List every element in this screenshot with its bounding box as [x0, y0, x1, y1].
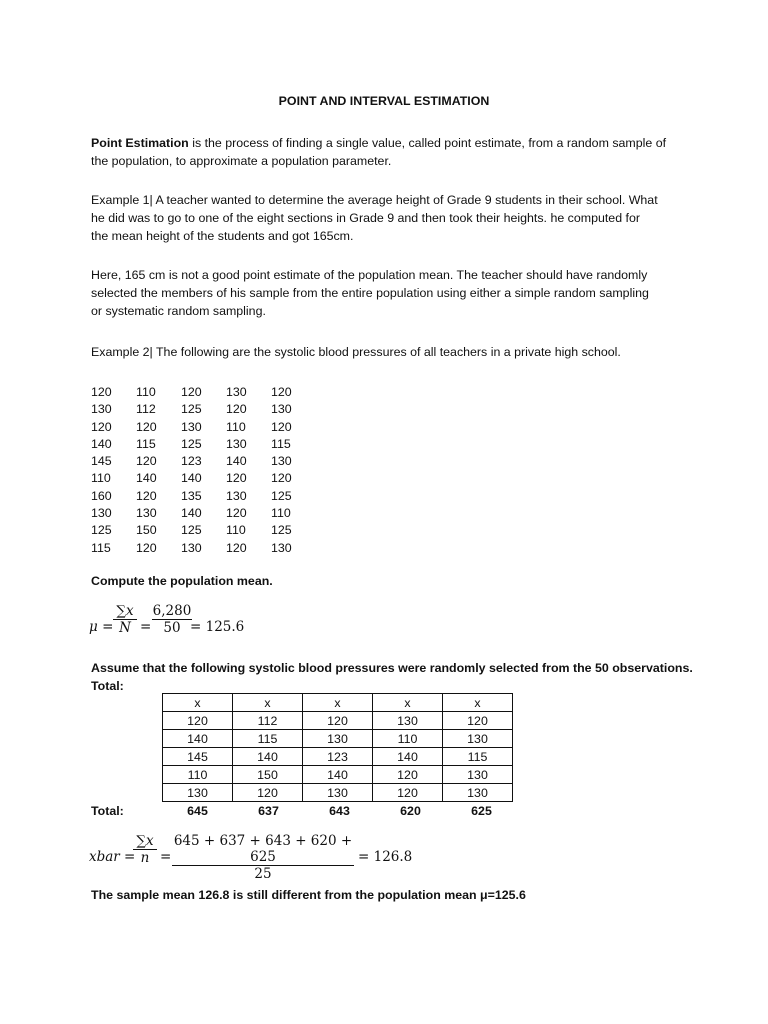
- sample-formula-result: = 126.8: [358, 849, 413, 865]
- population-row: [91, 505, 316, 522]
- population-value: 130: [181, 540, 202, 555]
- sample-table-cell: 130: [373, 712, 443, 730]
- sample-table-cell: 130: [163, 784, 233, 802]
- example-2-line-1: Example 2| The following are the systolic blood pressures of all teachers in a private high school.: [91, 345, 621, 359]
- population-row: [91, 540, 316, 557]
- population-value: 120: [271, 419, 292, 434]
- sample-table-cell: 110: [373, 730, 443, 748]
- population-value: 120: [271, 471, 292, 486]
- assume-line-1: Assume that the following systolic blood pressures were randomly selected from the 50 observations.: [91, 661, 693, 675]
- population-value: 135: [181, 488, 202, 503]
- sample-total-value: 643: [329, 804, 350, 818]
- population-value: 140: [91, 436, 112, 451]
- sample-formula-lhs: xbar =: [89, 849, 136, 865]
- population-value: 120: [91, 419, 112, 434]
- here-line-3: or systematic random sampling.: [91, 304, 266, 318]
- population-value: 145: [91, 454, 112, 469]
- sample-table-cell: 110: [163, 766, 233, 784]
- population-value: 110: [91, 471, 111, 486]
- sample-table-cell: 123: [303, 748, 373, 766]
- sample-table-cell: 140: [303, 766, 373, 784]
- population-row: [91, 419, 316, 436]
- pop-formula-den: N: [113, 619, 137, 636]
- population-value: 112: [136, 402, 156, 417]
- pop-formula-lhs: μ =: [89, 619, 114, 635]
- population-row: [91, 401, 316, 418]
- population-value: 130: [226, 436, 247, 451]
- sample-table-header: x: [163, 694, 233, 712]
- population-value: 130: [271, 454, 292, 469]
- point-estimation-term: Point Estimation: [91, 136, 189, 150]
- sample-table-header-row: [163, 694, 513, 712]
- population-value: 160: [91, 488, 112, 503]
- population-value: 125: [91, 523, 112, 538]
- population-value: 110: [226, 419, 246, 434]
- sample-formula-num2: 645 + 637 + 643 + 620 + 625: [173, 833, 353, 865]
- sample-table-cell: 145: [163, 748, 233, 766]
- sample-table-row: [163, 730, 513, 748]
- sample-table-cell: 130: [443, 766, 513, 784]
- sample-table-cell: 115: [443, 748, 513, 766]
- sample-table-cell: 150: [233, 766, 303, 784]
- sample-table-cell: 120: [163, 712, 233, 730]
- sample-table-cell: 140: [233, 748, 303, 766]
- sample-formula-eq: =: [160, 849, 172, 865]
- sample-table-row: [163, 784, 513, 802]
- population-value: 130: [91, 402, 112, 417]
- sample-table-cell: 112: [233, 712, 303, 730]
- population-value: 110: [136, 385, 156, 399]
- sample-table-cell: 120: [233, 784, 303, 802]
- here-paragraph: [91, 266, 691, 320]
- population-value: 120: [226, 402, 247, 417]
- population-value: 120: [136, 540, 157, 555]
- population-data-grid: [91, 384, 316, 557]
- population-value: 125: [271, 488, 292, 503]
- population-value: 125: [181, 436, 202, 451]
- population-value: 140: [136, 471, 157, 486]
- population-row: [91, 453, 316, 470]
- population-value: 123: [181, 454, 202, 469]
- sample-table-row: [163, 712, 513, 730]
- sample-table-cell: 140: [163, 730, 233, 748]
- population-value: 120: [91, 385, 112, 399]
- population-value: 120: [136, 419, 157, 434]
- sample-table: [162, 693, 513, 802]
- population-value: 120: [226, 471, 247, 486]
- population-value: 125: [181, 523, 202, 538]
- pop-formula-frac-2: [152, 603, 192, 636]
- intro-line-2: the population, to approximate a population parameter.: [91, 154, 392, 168]
- population-value: 130: [181, 419, 202, 434]
- population-value: 115: [271, 436, 291, 451]
- intro-line-1: [91, 134, 691, 152]
- population-row: [91, 470, 316, 487]
- sample-table-header: x: [303, 694, 373, 712]
- sample-table-cell: 120: [303, 712, 373, 730]
- here-line-2: selected the members of his sample from the entire population using either a simple random sampling: [91, 286, 649, 300]
- population-row: [91, 384, 316, 401]
- population-value: 130: [226, 488, 247, 503]
- sample-table-row: [163, 748, 513, 766]
- sample-total-value: 625: [471, 804, 492, 818]
- sample-table-cell: 130: [443, 784, 513, 802]
- population-value: 115: [136, 436, 156, 451]
- pop-formula-frac-1: [113, 603, 137, 636]
- pop-formula-result: = 125.6: [190, 619, 245, 635]
- sample-table-header: x: [233, 694, 303, 712]
- assume-line-2: Total:: [91, 679, 124, 693]
- sample-table-cell: 115: [233, 730, 303, 748]
- population-value: 140: [181, 506, 202, 521]
- sample-total-value: 620: [400, 804, 421, 818]
- sample-table-cell: 120: [373, 766, 443, 784]
- example-1-line-2: he did was to go to one of the eight sections in Grade 9 and then took their heights. he computed for: [91, 211, 640, 225]
- intro-paragraph: [91, 134, 691, 170]
- population-value: 140: [181, 471, 202, 486]
- example-2-paragraph: [91, 343, 691, 361]
- sample-table-cell: 140: [373, 748, 443, 766]
- population-value: 140: [226, 454, 247, 469]
- sample-total-label: Total:: [91, 804, 124, 818]
- sample-table-cell: 130: [303, 784, 373, 802]
- conclusion-text: The sample mean 126.8 is still different from the population mean μ=125.6: [91, 888, 526, 902]
- population-value: 120: [181, 385, 202, 399]
- sample-table-header: x: [373, 694, 443, 712]
- assume-paragraph: [91, 659, 711, 695]
- population-value: 120: [271, 385, 292, 399]
- population-value: 130: [136, 506, 157, 521]
- population-value: 120: [226, 540, 247, 555]
- pop-formula-num: ∑x: [116, 603, 134, 619]
- population-value: 130: [226, 385, 247, 399]
- population-value: 120: [136, 488, 157, 503]
- here-line-1: Here, 165 cm is not a good point estimate of the population mean. The teacher should have randomly: [91, 268, 648, 282]
- sample-total-value: 637: [258, 804, 279, 818]
- population-value: 120: [226, 506, 247, 521]
- sample-formula-den: n: [133, 849, 157, 866]
- population-value: 110: [271, 506, 291, 521]
- sample-table-cell: 120: [443, 712, 513, 730]
- population-row: [91, 436, 316, 453]
- population-value: 110: [226, 523, 246, 538]
- intro-line-1-rest: is the process of finding a single value, called point estimate, from a random sample of: [188, 136, 667, 150]
- population-value: 115: [91, 540, 111, 555]
- pop-formula-eq: =: [140, 619, 152, 635]
- population-value: 130: [271, 540, 292, 555]
- example-1-line-3: the mean height of the students and got 165cm.: [91, 229, 354, 243]
- sample-table-header: x: [443, 694, 513, 712]
- page-title: POINT AND INTERVAL ESTIMATION: [278, 94, 490, 108]
- population-value: 120: [136, 454, 157, 469]
- population-value: 130: [271, 402, 292, 417]
- population-value: 130: [91, 506, 112, 521]
- population-value: 125: [181, 402, 202, 417]
- sample-table-row: [163, 766, 513, 784]
- sample-table-cell: 120: [373, 784, 443, 802]
- sample-formula-frac-1: [133, 833, 157, 866]
- sample-table-cell: 130: [443, 730, 513, 748]
- population-row: [91, 522, 316, 539]
- pop-formula-den2: 50: [152, 619, 192, 636]
- sample-table-cell: 130: [303, 730, 373, 748]
- sample-formula-num: ∑x: [136, 833, 154, 849]
- example-1-paragraph: [91, 191, 691, 245]
- sample-formula-den2: 25: [172, 865, 354, 882]
- population-value: 125: [271, 523, 292, 538]
- sample-totals-row: [91, 804, 517, 818]
- population-row: [91, 488, 316, 505]
- population-value: 150: [136, 523, 157, 538]
- sample-formula-frac-2: [172, 833, 354, 882]
- sample-total-value: 645: [187, 804, 208, 818]
- compute-label: Compute the population mean.: [91, 574, 273, 588]
- example-1-line-1: Example 1| A teacher wanted to determine the average height of Grade 9 students in their school. What: [91, 193, 658, 207]
- pop-formula-num2: 6,280: [152, 603, 192, 619]
